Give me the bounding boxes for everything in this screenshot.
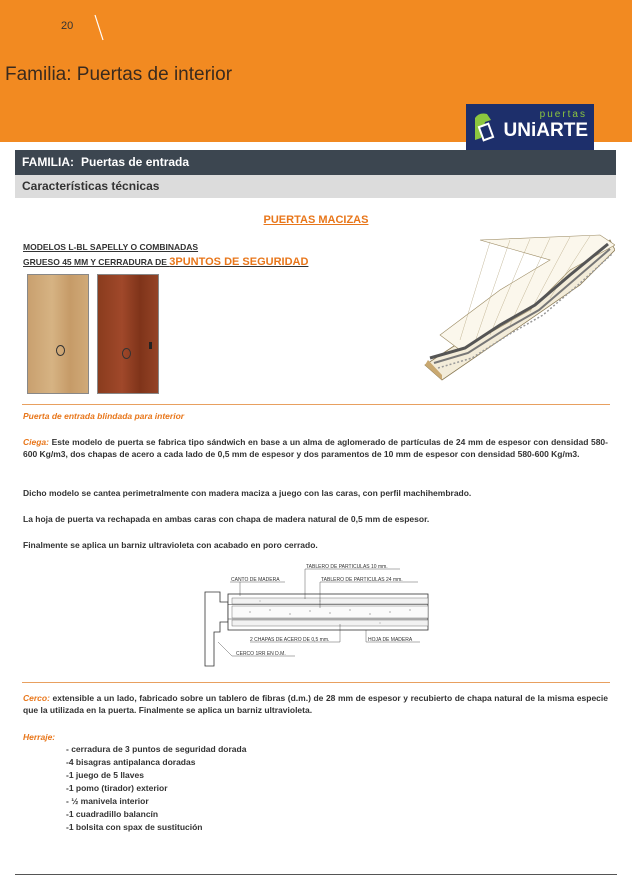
section-heading: PUERTAS MACIZAS bbox=[263, 214, 369, 226]
familia-value: Puertas de entrada bbox=[81, 155, 190, 169]
barniz-paragraph: Finalmente se aplica un barniz ultravioleta con acabado en poro cerrado. bbox=[23, 540, 318, 550]
door-lock bbox=[149, 342, 152, 349]
cerco-text: extensible a un lado, fabricado sobre un tablero de fibras (d.m.) de 28 mm de espesor y recubierto de chapa natural de la misma especie que la utilizada en la puerta. Finalmente se aplica un barniz ultravioleta. bbox=[23, 693, 608, 715]
list-item: -4 bisagras antipalanca doradas bbox=[66, 757, 196, 767]
slash-decoration bbox=[92, 14, 106, 42]
footer-line bbox=[15, 874, 617, 875]
uniarte-logo bbox=[466, 104, 594, 150]
cerco-label: Cerco: bbox=[23, 693, 50, 703]
label-chapas: 2 CHAPAS DE ACERO DE 0,5 mm. bbox=[250, 637, 330, 643]
caracteristicas-bar bbox=[15, 175, 616, 198]
label-cerco: CERCO 1RR EN D.M. bbox=[236, 651, 286, 657]
door-image-sapelly bbox=[97, 274, 159, 394]
logo-wordmark: UNiARTE bbox=[503, 120, 588, 141]
door-knob bbox=[122, 348, 131, 359]
label-tablero-10: TABLERO DE PARTICULAS 10 mm. bbox=[306, 564, 388, 570]
familia-bar bbox=[15, 150, 616, 175]
list-item: -1 juego de 5 llaves bbox=[66, 770, 144, 780]
door-cross-section-diagram bbox=[200, 562, 432, 670]
divider-line bbox=[22, 682, 610, 683]
label-tablero-24: TABLERO DE PARTICULAS 24 mm. bbox=[321, 577, 403, 583]
grueso-prefix: GRUESO 45 MM Y CERRADURA DE bbox=[23, 257, 170, 267]
list-item: -1 pomo (tirador) exterior bbox=[66, 783, 168, 793]
cerco-paragraph bbox=[23, 692, 608, 716]
list-item: - cerradura de 3 puntos de seguridad dorada bbox=[66, 744, 247, 754]
caption: Puerta de entrada blindada para interior bbox=[23, 411, 185, 421]
door-handle-logo-icon bbox=[471, 110, 499, 144]
list-item: - ½ manivela interior bbox=[66, 796, 149, 806]
ciega-label: Ciega: bbox=[23, 437, 49, 447]
grueso-highlight: 3PUNTOS DE SEGURIDAD bbox=[169, 256, 309, 268]
door-image-oak bbox=[27, 274, 89, 394]
rechapado-paragraph: La hoja de puerta va rechapada en ambas caras con chapa de madera natural de 0,5 mm de espesor. bbox=[23, 514, 430, 524]
list-item: -1 bolsita con spax de sustitución bbox=[66, 822, 203, 832]
list-item: -1 cuadradillo balancín bbox=[66, 809, 159, 819]
caracteristicas-label: Características técnicas bbox=[22, 179, 160, 193]
ciega-text: Este modelo de puerta se fabrica tipo sándwich en base a un alma de aglomerado de partículas de 24 mm de espesor con densidad 580-600 Kg/m3, dos chapas de acero a cada lado de 0,5 mm de espesor y dos paramentos de 10 mm de espesor con densidad 580-600 Kg/m3. bbox=[23, 437, 608, 459]
page-number: 20 bbox=[61, 20, 74, 32]
ciega-paragraph bbox=[23, 436, 608, 460]
door-section-illustration bbox=[420, 230, 615, 385]
label-canto: CANTO DE MADERA bbox=[231, 577, 280, 583]
herraje-list bbox=[66, 743, 246, 834]
familia-label: FAMILIA: bbox=[22, 155, 74, 169]
logo-subtitle: puertas bbox=[539, 109, 587, 120]
grueso-line bbox=[23, 256, 308, 268]
modelos-line: MODELOS L-BL SAPELLY O COMBINADAS bbox=[23, 242, 199, 252]
label-hoja: HOJA DE MADERA bbox=[368, 637, 413, 643]
canteado-paragraph: Dicho modelo se cantea perimetralmente con madera maciza a juego con las caras, con perfil machihembrado. bbox=[23, 488, 472, 498]
door-knob bbox=[56, 345, 65, 356]
family-title: Familia: Puertas de interior bbox=[5, 64, 233, 85]
herraje-label: Herraje: bbox=[23, 732, 56, 742]
herraje-heading bbox=[23, 731, 608, 743]
divider-line bbox=[22, 404, 610, 405]
